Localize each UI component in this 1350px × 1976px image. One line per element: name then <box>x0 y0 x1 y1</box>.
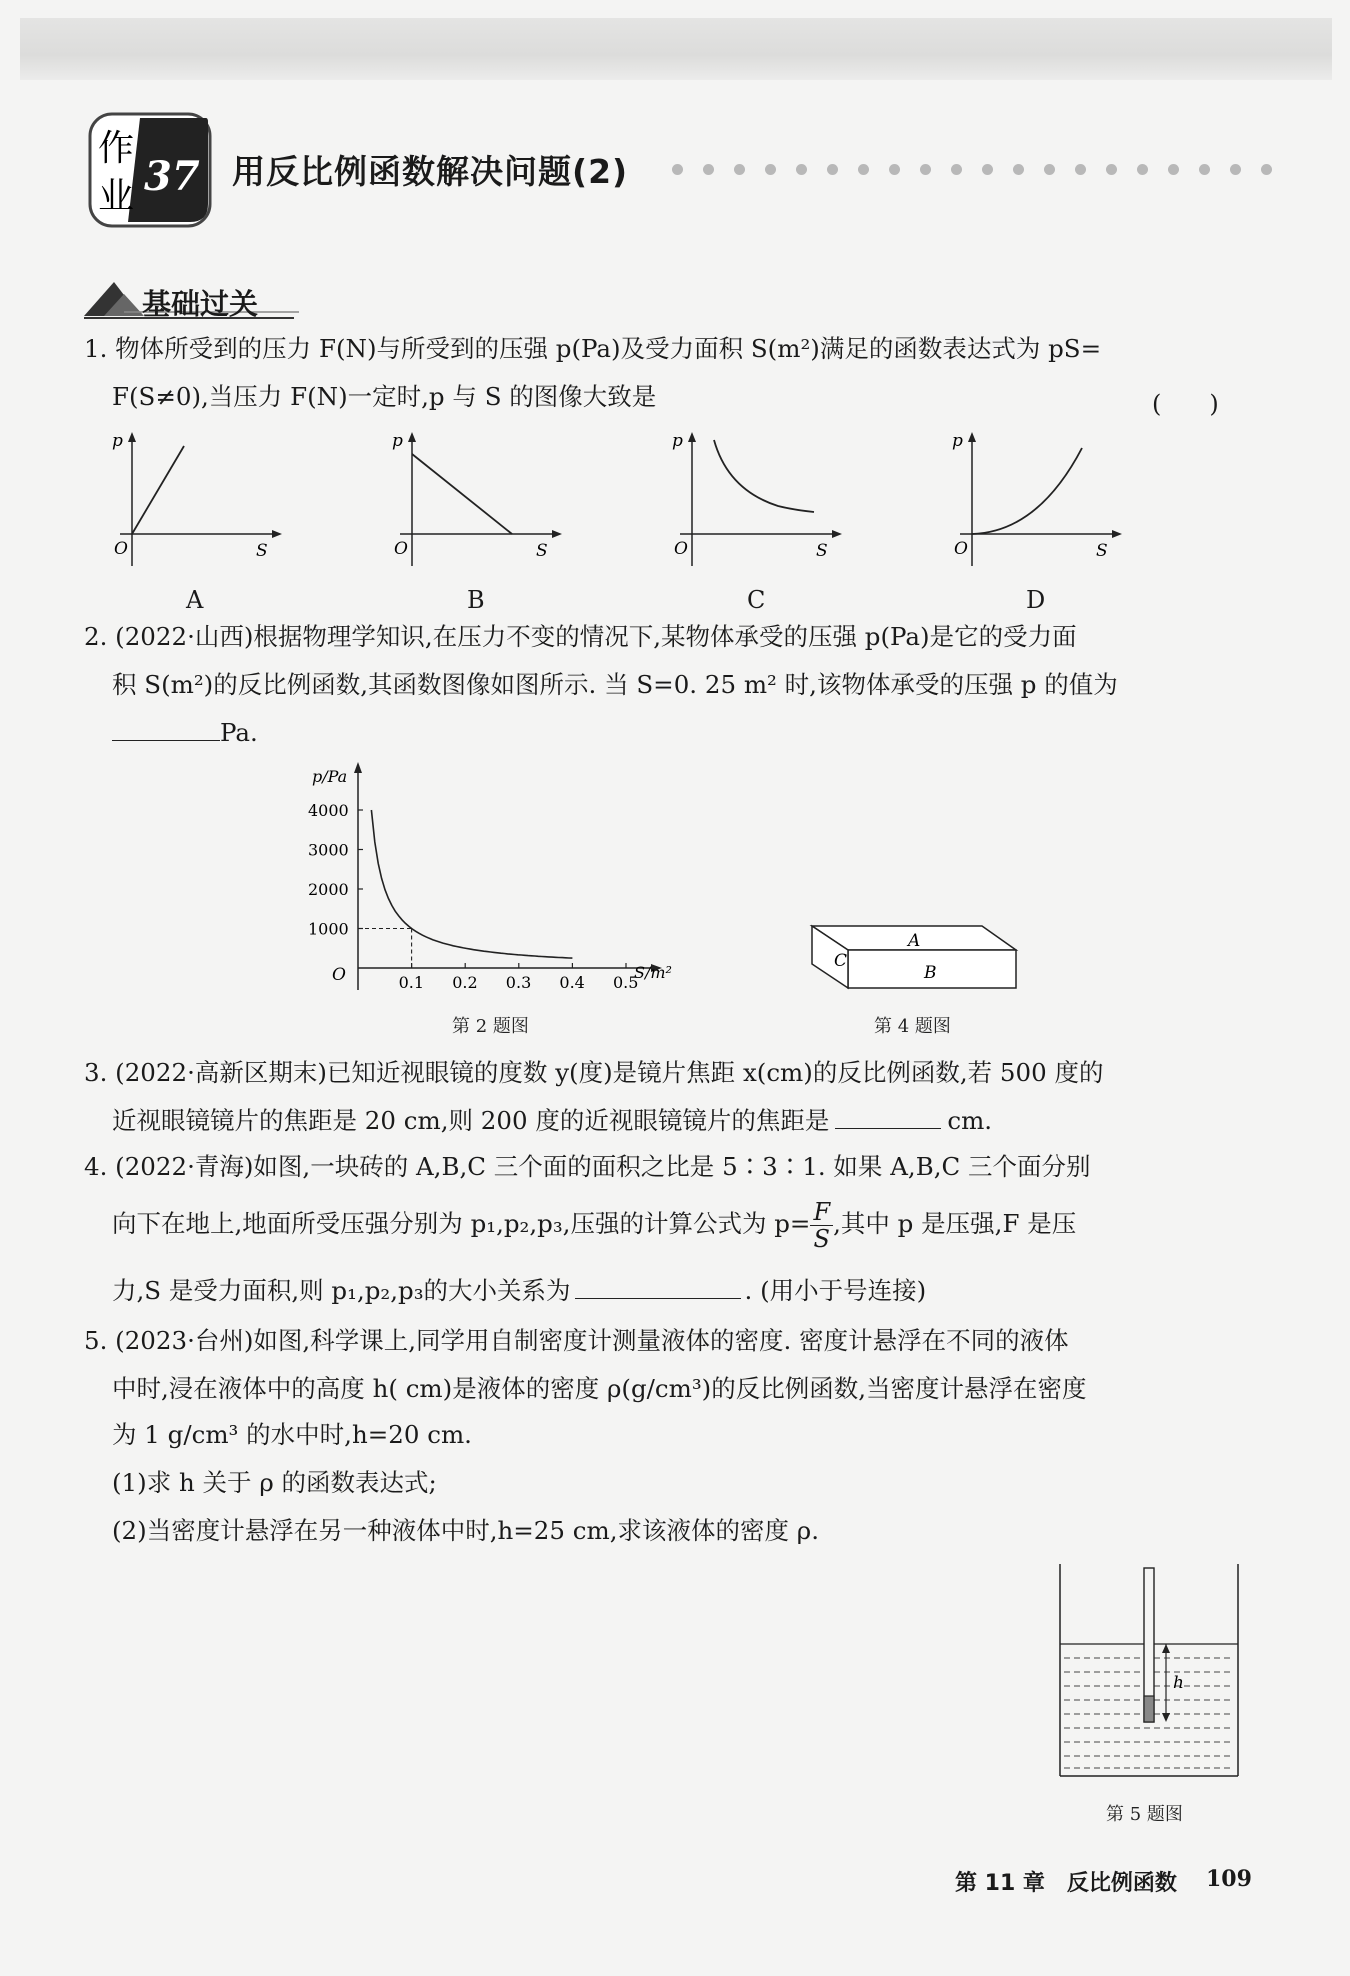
fig4-brick <box>808 916 1028 996</box>
q1-option-c-label: C <box>747 586 766 614</box>
q2-chart <box>292 758 712 998</box>
y-tick-label: 1000 <box>308 919 349 939</box>
svg-text:O: O <box>674 539 688 559</box>
svg-text:S: S <box>536 541 548 561</box>
svg-text:O: O <box>954 539 968 559</box>
q2-line3: Pa. <box>112 718 258 748</box>
fig5-caption: 第 5 题图 <box>1106 1804 1183 1825</box>
svg-text:p: p <box>952 431 963 451</box>
chart-origin: O <box>332 965 346 985</box>
x-tick-label: 0.1 <box>398 973 425 992</box>
q4-answer-blank[interactable] <box>575 1276 741 1299</box>
page-title: 用反比例函数解决问题(2) <box>232 152 629 191</box>
svg-text:p: p <box>112 431 123 451</box>
svg-text:p: p <box>672 431 683 451</box>
page-number: 109 <box>1206 1866 1252 1892</box>
chart-ylabel: p/Pa <box>312 767 348 786</box>
q4-line1: 4. (2022·青海)如图,一块砖的 A,B,C 三个面的面积之比是 5∶3∶1. 如果 A,B,C 三个面分别 <box>84 1152 1091 1181</box>
q1-graph-d <box>948 428 1128 568</box>
svg-text:S: S <box>1096 541 1108 561</box>
title-dots-decoration <box>672 160 1292 179</box>
top-scan-strip <box>20 18 1332 80</box>
pressure-formula-fraction: $\frac{F}{S}$ <box>810 1199 833 1252</box>
q5-sub1: (1)求 h 关于 ρ 的函数表达式; <box>112 1468 437 1497</box>
fig5-label-h: h <box>1173 1673 1184 1693</box>
q3-answer-blank[interactable] <box>835 1106 941 1129</box>
brick-face-b: B <box>924 963 937 983</box>
q2-caption: 第 2 题图 <box>452 1016 529 1037</box>
homework-badge <box>88 112 212 228</box>
series-curve <box>371 810 572 958</box>
svg-text:S: S <box>256 541 268 561</box>
y-tick-label: 2000 <box>308 880 349 899</box>
q1-line2: F(S≠0),当压力 F(N)一定时,p 与 S 的图像大致是 <box>112 382 657 411</box>
fig5-hydrometer <box>1052 1560 1248 1782</box>
badge-char-1: 作 <box>98 128 135 169</box>
svg-text:O: O <box>114 539 128 559</box>
badge-char-2: 业 <box>98 176 135 217</box>
q1-option-b-label: B <box>467 586 485 614</box>
y-tick-label: 3000 <box>308 840 349 860</box>
q5-sub2: (2)当密度计悬浮在另一种液体中时,h=25 cm,求该液体的密度 ρ. <box>112 1516 819 1545</box>
q5-line2: 中时,浸在液体中的高度 h( cm)是液体的密度 ρ(g/cm³)的反比例函数,当密度计悬浮在密度 <box>112 1374 1087 1403</box>
q3-line2: 近视眼镜镜片的焦距是 20 cm,则 200 度的近视眼镜镜片的焦距是 cm. <box>112 1106 993 1135</box>
badge-number: 37 <box>144 153 200 200</box>
q1-graph-a <box>108 428 288 568</box>
q5-line1: 5. (2023·台州)如图,科学课上,同学用自制密度计测量液体的密度. 密度计悬浮在不同的液体 <box>84 1326 1069 1355</box>
footer-chapter: 第 11 章 反比例函数 <box>955 1871 1177 1896</box>
chart-xlabel: S/m² <box>634 963 672 982</box>
fig4-caption: 第 4 题图 <box>874 1016 951 1037</box>
x-tick-label: 0.4 <box>559 973 585 992</box>
x-tick-label: 0.3 <box>505 973 532 992</box>
q1-answer-paren: ( ) <box>1152 390 1219 418</box>
q4-line2: 向下在地上,地面所受压强分别为 p₁,p₂,p₃,压强的计算公式为 p= $\frac{F}{S}$ ,其中 p 是压强,F 是压 <box>112 1198 1077 1253</box>
x-tick-label: 0.5 <box>613 973 639 992</box>
q1-graph-b <box>388 428 568 568</box>
q1-option-a-label: A <box>186 586 204 614</box>
y-tick-label: 4000 <box>308 801 349 820</box>
q5-line3: 为 1 g/cm³ 的水中时,h=20 cm. <box>112 1420 472 1449</box>
q2-answer-blank[interactable] <box>112 718 220 741</box>
q2-line1: 2. (2022·山西)根据物理学知识,在压力不变的情况下,某物体承受的压强 p(Pa)是它的受力面 <box>84 622 1077 651</box>
q1-option-d-label: D <box>1026 586 1046 614</box>
q3-line1: 3. (2022·高新区期末)已知近视眼镜的度数 y(度)是镜片焦距 x(cm)的反比例函数,若 500 度的 <box>84 1058 1104 1087</box>
svg-text:p: p <box>392 431 403 451</box>
brick-face-a: A <box>908 931 921 951</box>
q4-line3: 力,S 是受力面积,则 p₁,p₂,p₃的大小关系为 . (用小于号连接) <box>112 1276 927 1305</box>
svg-text:O: O <box>394 539 408 559</box>
q2-line2: 积 S(m²)的反比例函数,其函数图像如图所示. 当 S=0. 25 m² 时,该物体承受的压强 p 的值为 <box>112 670 1118 699</box>
svg-text:S: S <box>816 541 828 561</box>
section-label: 基础过关 <box>142 287 259 321</box>
q1-graph-c <box>668 428 848 568</box>
brick-face-c: C <box>834 951 848 971</box>
q1-line1: 1. 物体所受到的压力 F(N)与所受到的压强 p(Pa)及受力面积 S(m²)满足的函数表达式为 pS= <box>84 334 1102 363</box>
x-tick-label: 0.2 <box>452 973 478 992</box>
